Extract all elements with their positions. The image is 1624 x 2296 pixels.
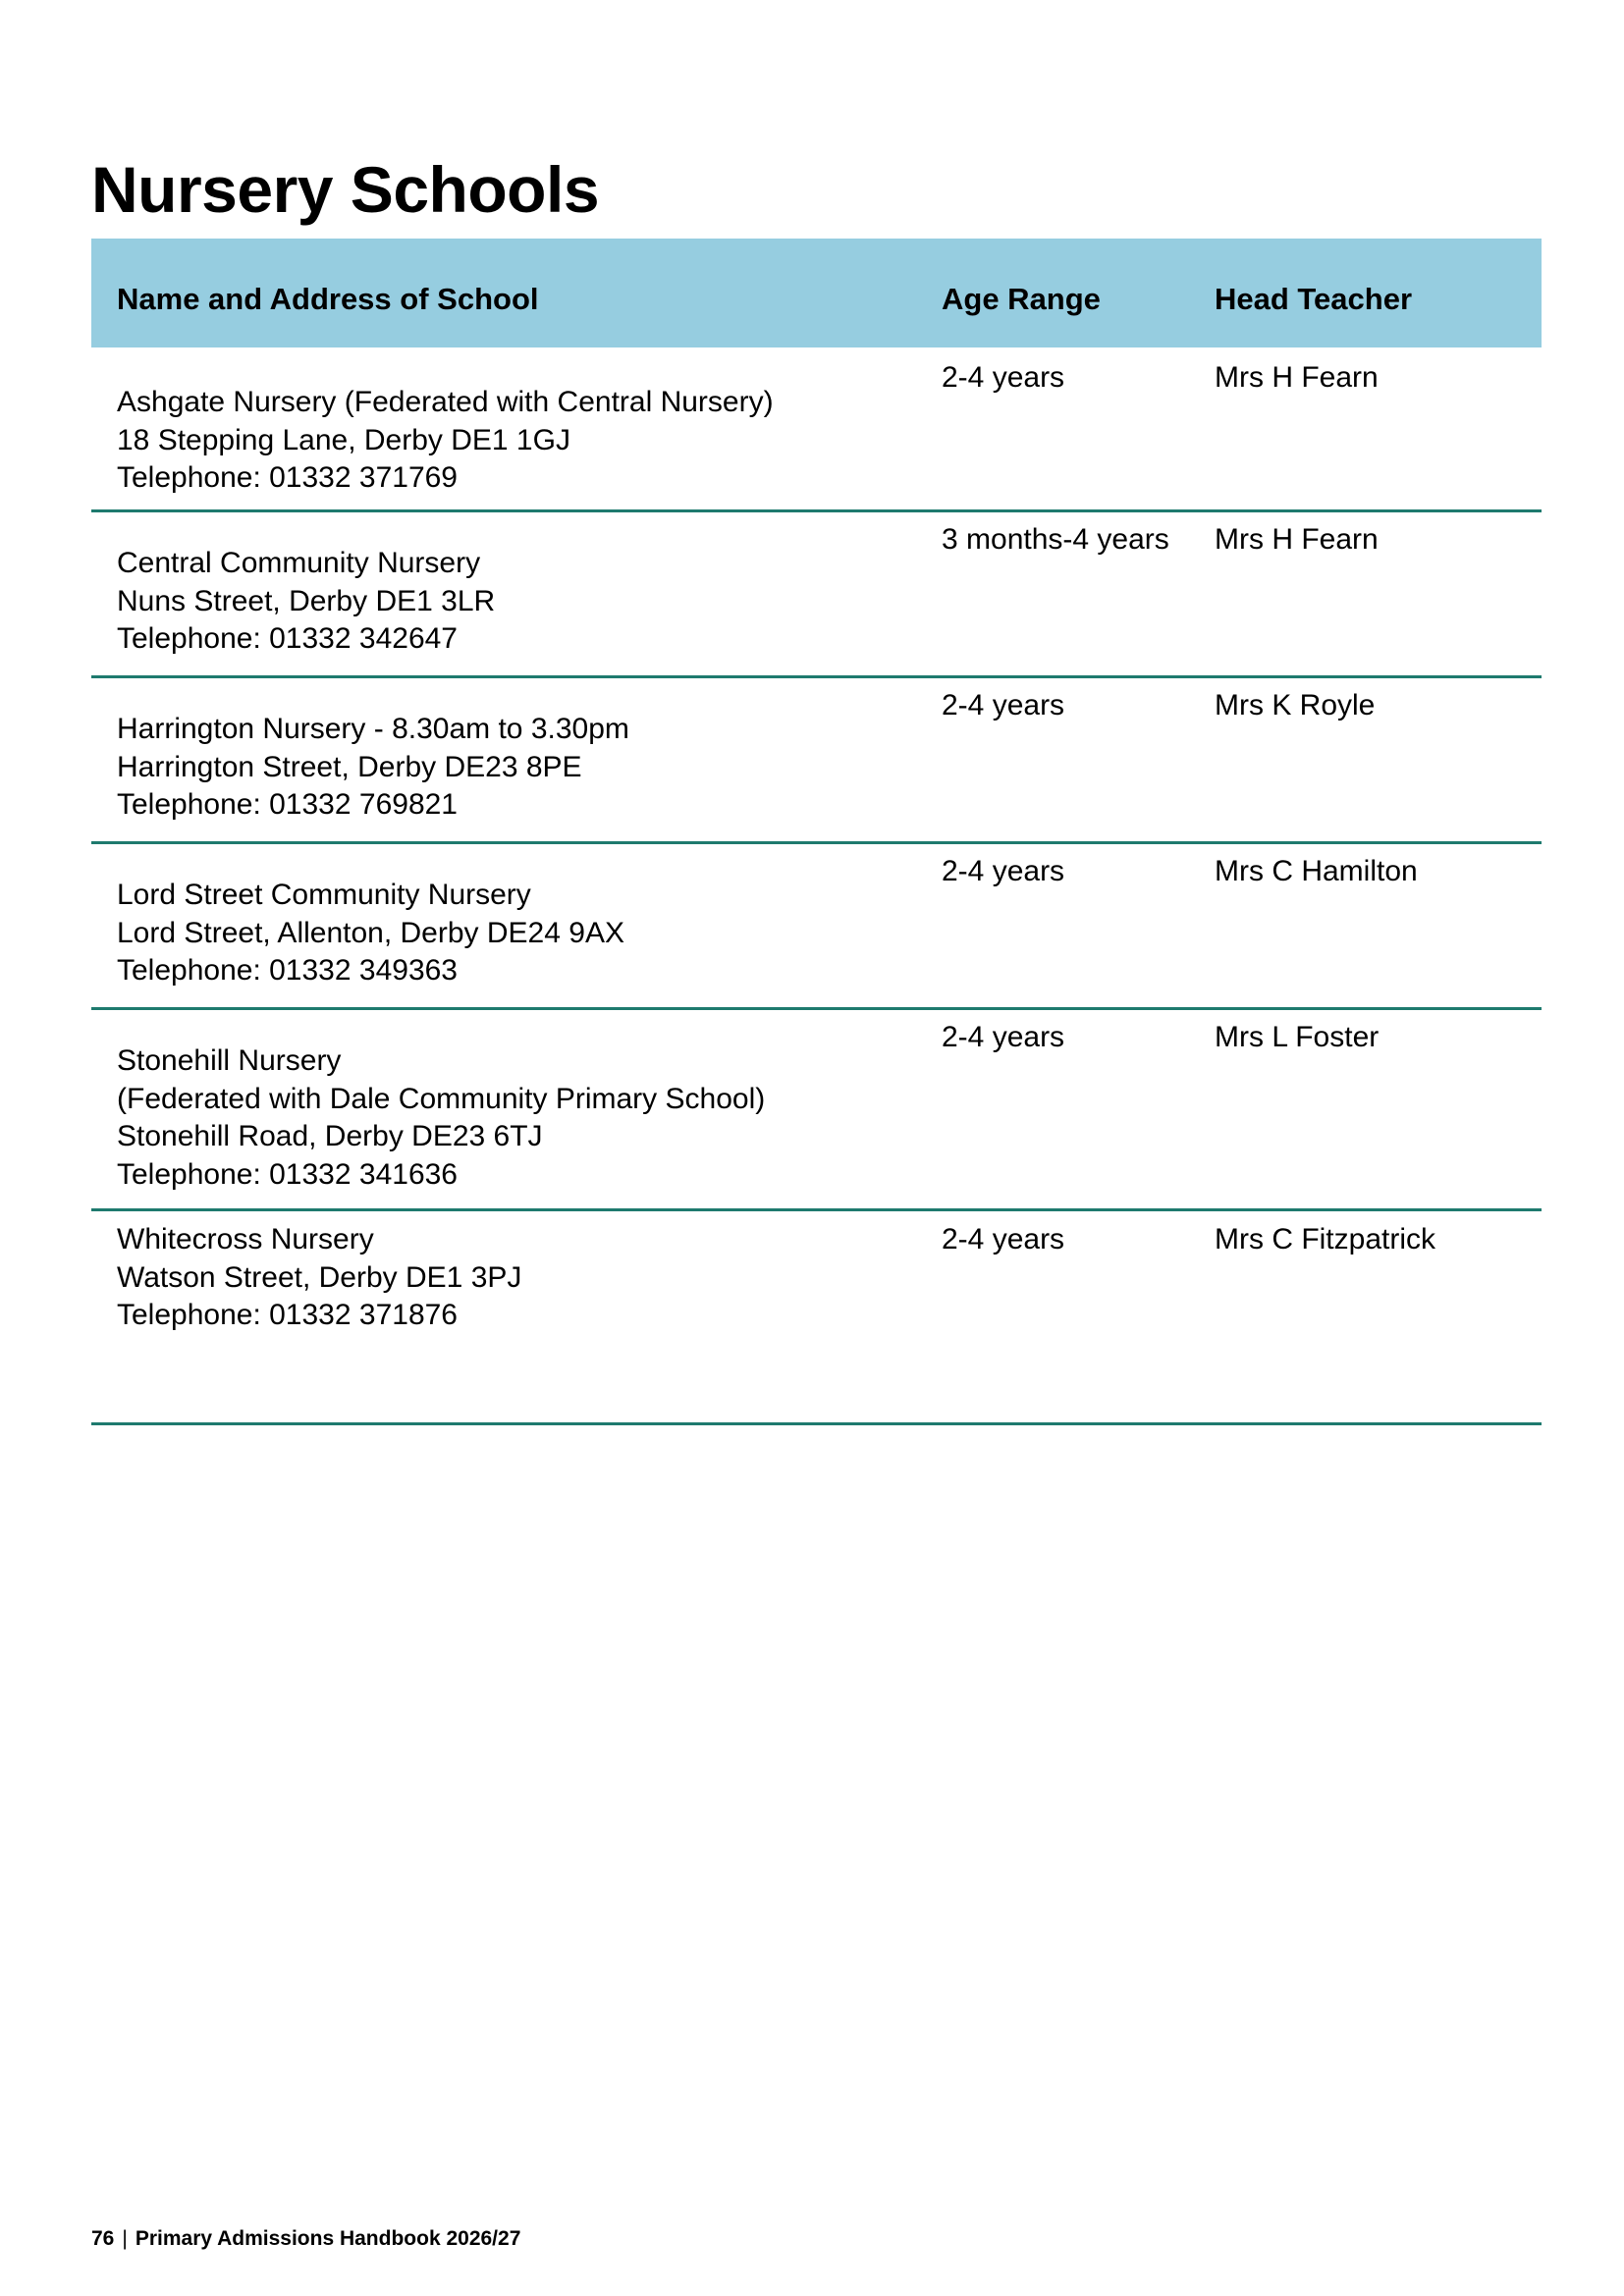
address-line: Lord Street Community Nursery	[117, 879, 531, 911]
address-line: Telephone: 01332 349363	[117, 954, 458, 987]
school-name-address	[117, 384, 774, 498]
address-line: Telephone: 01332 769821	[117, 788, 458, 821]
school-name-address	[117, 877, 624, 990]
head-teacher: Mrs K Royle	[1215, 689, 1376, 721]
address-line: Harrington Street, Derby DE23 8PE	[117, 750, 582, 783]
head-teacher: Mrs C Hamilton	[1215, 855, 1418, 887]
address-line: Harrington Nursery - 8.30am to 3.30pm	[117, 713, 629, 745]
page-title: Nursery Schools	[91, 153, 600, 226]
page-footer	[91, 2228, 520, 2249]
address-line: Nuns Street, Derby DE1 3LR	[117, 584, 496, 617]
age-range: 2-4 years	[942, 1223, 1065, 1255]
page-number: 76	[91, 2227, 115, 2250]
head-teacher: Mrs H Fearn	[1215, 523, 1379, 556]
address-line: Telephone: 01332 371876	[117, 1299, 458, 1331]
head-teacher: Mrs H Fearn	[1215, 361, 1379, 394]
document-title: Primary Admissions Handbook 2026/27	[135, 2227, 521, 2250]
header-head-teacher: Head Teacher	[1215, 282, 1413, 316]
age-range: 2-4 years	[942, 361, 1065, 394]
school-name-address	[117, 1221, 521, 1335]
address-line: 18 Stepping Lane, Derby DE1 1GJ	[117, 423, 570, 456]
address-line: (Federated with Dale Community Primary School)	[117, 1082, 766, 1115]
table-row	[91, 1211, 1542, 1425]
school-name-address	[117, 545, 495, 659]
address-line: Stonehill Road, Derby DE23 6TJ	[117, 1120, 543, 1152]
age-range: 2-4 years	[942, 689, 1065, 721]
address-line: Watson Street, Derby DE1 3PJ	[117, 1260, 522, 1294]
address-line: Lord Street, Allenton, Derby DE24 9AX	[117, 916, 624, 949]
head-teacher: Mrs L Foster	[1215, 1021, 1380, 1053]
school-name-address	[117, 1042, 765, 1194]
table-row	[91, 1010, 1542, 1211]
age-range: 2-4 years	[942, 1021, 1065, 1053]
address-line: Stonehill Nursery	[117, 1044, 342, 1077]
address-line: Whitecross Nursery	[117, 1223, 374, 1255]
table-row	[91, 512, 1542, 678]
address-line: Telephone: 01332 341636	[117, 1157, 458, 1191]
header-age-range: Age Range	[942, 282, 1101, 316]
age-range: 3 months-4 years	[942, 523, 1169, 556]
school-name-address	[117, 711, 629, 825]
address-line: Central Community Nursery	[117, 547, 481, 579]
address-line: Telephone: 01332 371769	[117, 461, 458, 494]
table-row	[91, 678, 1542, 844]
nursery-schools-table	[91, 239, 1542, 1425]
head-teacher: Mrs C Fitzpatrick	[1215, 1223, 1435, 1255]
table-row	[91, 347, 1542, 512]
address-line: Ashgate Nursery (Federated with Central Nursery)	[117, 386, 774, 418]
table-row	[91, 844, 1542, 1010]
table-header	[91, 239, 1542, 347]
header-name-address: Name and Address of School	[117, 282, 539, 316]
footer-separator: |	[122, 2227, 128, 2250]
age-range: 2-4 years	[942, 855, 1065, 887]
address-line: Telephone: 01332 342647	[117, 622, 458, 655]
